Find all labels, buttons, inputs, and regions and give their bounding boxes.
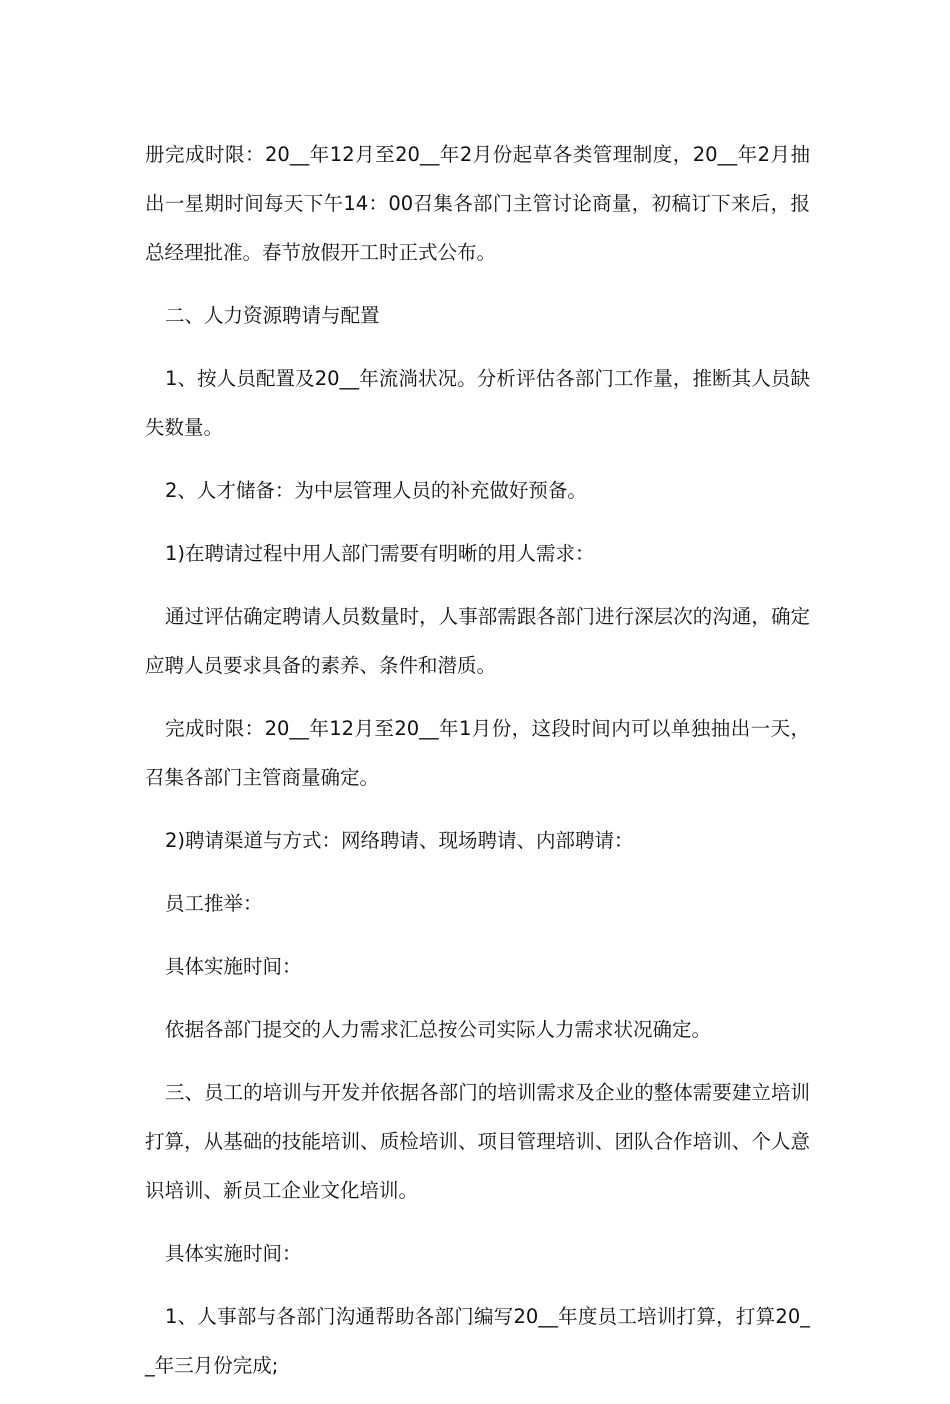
paragraph-recruitment-channels: 2)聘请渠道与方式：网络聘请、现场聘请、内部聘请： — [165, 829, 634, 852]
paragraph-completion-deadline-drafting: 册完成时限：20__年12月至20__年2月份起草各类管理制度，20__年2月抽出一星期时间每天下午14：00召集各部门主管讨论商量，初稿订下来后，报总经理批准。春节放假开工时正式公布。 — [145, 143, 810, 264]
paragraph-implementation-time-1: 具体实施时间： — [165, 955, 302, 978]
section-heading-recruitment: 二、人力资源聘请与配置 — [165, 304, 380, 327]
paragraph-completion-deadline-recruitment: 完成时限：20__年12月至20__年1月份，这段时间内可以单独抽出一天，召集各部门主管商量确定。 — [145, 717, 810, 789]
section-heading-training: 三、员工的培训与开发并依据各部门的培训需求及企业的整体需要建立培训打算，从基础的技能培训、质检培训、项目管理培训、团队合作培训、个人意识培训、新员工企业文化培训。 — [145, 1081, 810, 1202]
paragraph-demand-summary: 依据各部门提交的人力需求汇总按公司实际人力需求状况确定。 — [165, 1018, 712, 1041]
paragraph-employee-referral: 员工推举： — [165, 892, 263, 915]
paragraph-talent-reserve: 2、人才储备：为中层管理人员的补充做好预备。 — [165, 479, 587, 502]
paragraph-assessment-communication: 通过评估确定聘请人员数量时，人事部需跟各部门进行深层次的沟通，确定应聘人员要求具备的素养、条件和潜质。 — [145, 605, 810, 677]
paragraph-training-plan: 1、人事部与各部门沟通帮助各部门编写20__年度员工培训打算，打算20__年三月份完成; — [145, 1305, 810, 1377]
paragraph-staffing-analysis: 1、按人员配置及20__年流淌状况。分析评估各部门工作量，推断其人员缺失数量。 — [145, 367, 810, 439]
paragraph-clear-requirements: 1)在聘请过程中用人部门需要有明晰的用人需求： — [165, 542, 595, 565]
paragraph-implementation-time-2: 具体实施时间： — [165, 1242, 302, 1265]
document-body — [145, 130, 810, 1404]
